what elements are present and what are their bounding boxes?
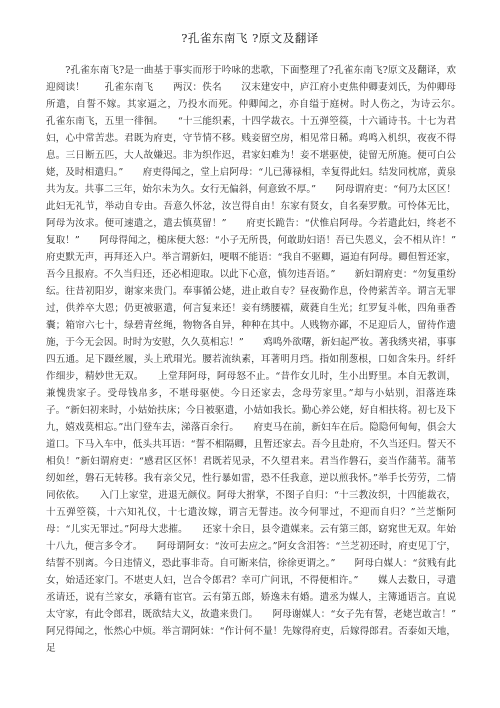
article-paragraph: ?孔雀东南飞?是一曲基于事实而形于吟咏的悲歌，下面整理了?孔雀东南飞?原文及翻译，欢迎阅读！ 孔雀东南飞 两汉：佚名 汉末建安中，庐江府小吏焦仲卿妻刘氏，为仲卿母所遣，自誓不嫁。其家逼之，乃投水而死。仲卿闻之，亦自缢于庭树。时人伤之，为诗云尔。 孔雀东南飞，五里一徘徊。 “十三能织素，十四学裁衣。十五弹箜篌，十六诵诗书。十七为君妇，心中常苦悲。君既为府吏，守节情不移。贱妾留空房，相见常日稀。鸡鸣入机织，夜夜不得息。三日断五匹，大人故嫌迟。非为织作迟，君家妇难为！妾不堪驱使，徒留无所施。便可白公姥，及时相遣归。” 府吏得闻之，堂上启阿母：“儿已薄禄相，幸复得此妇。结发同枕席，黄泉共为友。共事二三年，始尔未为久。女行无偏斜，何意致不厚。” 阿母谓府吏：“何乃太区区！此妇无礼节，举动自专由。吾意久怀忿，汝岂得自由！东家有贤女，自名秦罗敷。可怜体无比，阿母为汝求。便可速遣之，遣去慎莫留！” 府吏长跪告：“伏惟启阿母。今若遣此妇，终老不复取！” 阿母得闻之，槌床便大怒：“小子无所畏，何敢助妇语！吾已失恩义，会不相从许！” 府吏默无声，再拜还入户。举言谓新妇，哽咽不能语：“我自不驱卿，逼迫有阿母。卿但暂还家，吾今且报府。不久当归还，还必相迎取。以此下心意，慎勿违吾语。” 新妇谓府吏：“勿复重纷纭。往昔初阳岁，谢家来贵门。奉事循公姥，进止敢自专？昼夜勤作息，伶俜萦苦辛。谓言无罪过，供养卒大恩；仍更被驱遣，何言复来还！妾有绣腰襦，葳蕤自生光；红罗复斗帐，四角垂香囊；箱帘六七十，绿碧青丝绳，物物各自异，种种在其中。人贱物亦鄙，不足迎后人，留待作遗施，于今无会因。时时为安慰，久久莫相忘！” 鸡鸣外欲曙，新妇起严妆。著我绣夹裙，事事四五通。足下蹑丝履，头上玳瑁光。腰若流纨素，耳著明月珰。指如削葱根，口如含朱丹。纤纤作细步，精妙世无双。 上堂拜阿母，阿母怒不止。“昔作女儿时，生小出野里。本自无教训，兼愧贵家子。受母钱帛多，不堪母驱使。今日还家去，念母劳家里。”却与小姑别，泪落连珠子。“新妇初来时，小姑始扶床；今日被驱遣，小姑如我长。勤心养公姥，好自相扶将。初七及下九，嬉戏莫相忘。”出门登车去，涕落百余行。 府吏马在前，新妇车在后。隐隐何甸甸，俱会大道口。下马入车中，低头共耳语：“誓不相隔卿，且暂还家去。吾今且赴府，不久当还归。誓天不相负！”新妇谓府吏：“感君区区怀！君既若见录，不久望君来。君当作磐石，妾当作蒲苇。蒲苇纫如丝，磐石无转移。我有亲父兄，性行暴如雷，恐不任我意，逆以煎我怀。”举手长劳劳，二情同依依。 入门上家堂，进退无颜仪。阿母大拊掌，不图子自归：“十三教汝织，十四能裁衣，十五弹箜篌，十六知礼仪，十七遣汝嫁，谓言无誓违。汝今何罪过，不迎而自归？”兰芝惭阿母：“儿实无罪过。”阿母大悲摧。 还家十余日，县令遣媒来。云有第三郎，窈窕世无双。年始十八九，便言多令才。 阿母谓阿女：“汝可去应之。”阿女含泪答：“兰芝初还时，府吏见丁宁，结誓不别离。今日违情义，恐此事非奇。自可断来信，徐徐更谓之。” 阿母白媒人：“贫贱有此女，始适还家门。不堪吏人妇，岂合令郎君？幸可广问讯，不得便相许。” 媒人去数日，寻遣丞请还，说有兰家女，承籍有宦官。云有第五郎，娇逸未有婚。遣丞为媒人，主簿通语言。直说太守家，有此令郎君，既欲结大义，故遣来贵门。 阿母谢媒人：“女子先有誓，老姥岂敢言！” 阿兄得闻之，怅然心中烦。举言谓阿妹：“作计何不量！先嫁得府吏，后嫁得郎君。否泰如天地，足: [46, 65, 476, 654]
article-body: [46, 62, 476, 657]
page-title: ?孔雀东南飞 ?原文及翻译: [181, 31, 319, 45]
